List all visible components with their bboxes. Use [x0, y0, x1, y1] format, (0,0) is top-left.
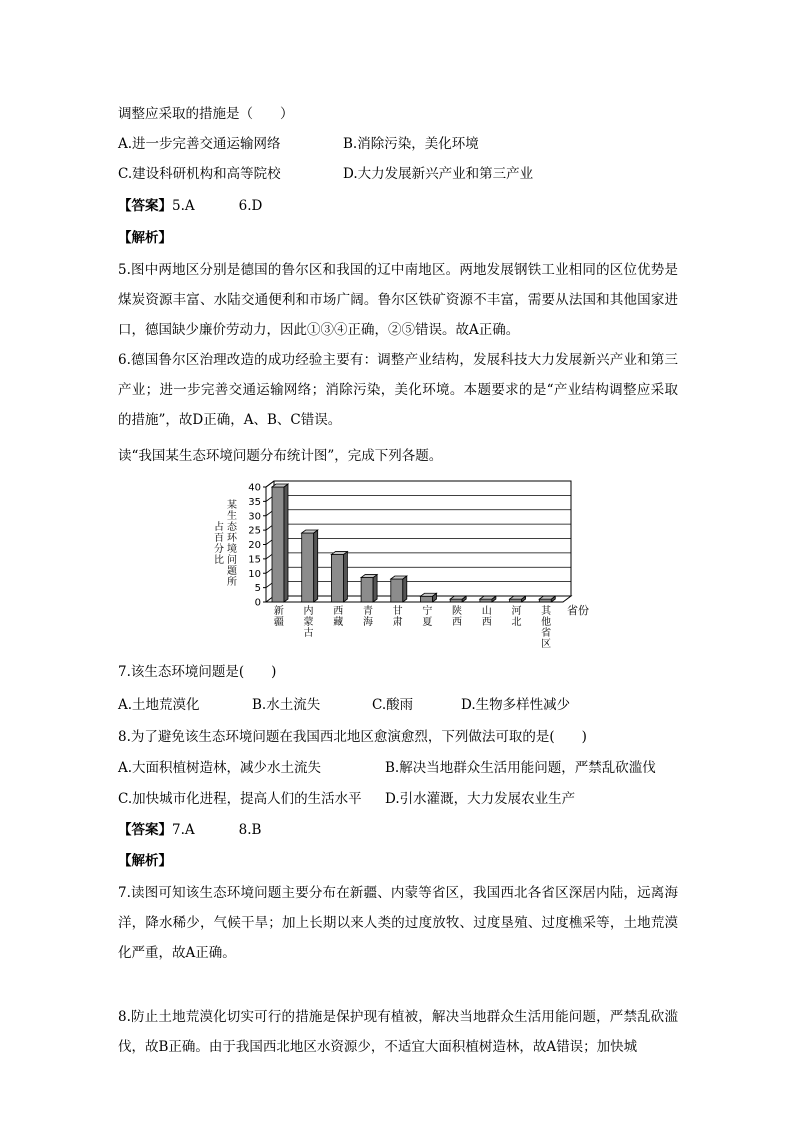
q8-option-a: A.大面积植树造林，减少水土流失	[118, 760, 322, 776]
bar	[272, 484, 288, 602]
q8-option-d: D.引水灌溉，大力发展农业生产	[385, 791, 576, 807]
answer-label: 【答案】	[118, 198, 172, 214]
answer-row-7-8	[118, 820, 261, 840]
q8-option-c: C.加快城市化进程，提高人们的生活水平	[118, 791, 362, 807]
analysis-6: 6.德国鲁尔区治理改造的成功经验主要有：调整产业结构，发展科技大力发展新兴产业和第三产业；进一步完善交通运输网络；消除污染，美化环境。本题要求的是“产业结构调整应采取的措施”，故D正确，A、B、C错误。	[118, 352, 678, 428]
bar	[480, 596, 496, 602]
x-tick-label	[511, 605, 521, 628]
y-axis-label-char: 态	[227, 522, 237, 533]
svg-text:西: 西	[452, 617, 463, 628]
answer-6: 6.D	[238, 198, 263, 214]
y-tick-label: 0	[254, 597, 261, 609]
y-axis-label-char: 境	[227, 544, 237, 555]
analysis-7: 7.读图可知该生态环境问题主要分布在新疆、内蒙等省区，我国西北各省区深居内陆，远离海洋，降水稀少，气候干旱；加上长期以来人类的过度放牧、过度垦殖、过度樵采等，土地荒漠化严重，故A正确。	[118, 885, 678, 961]
y-axis-label-char: 生	[227, 511, 237, 522]
y-axis-label-char: 问	[227, 555, 237, 566]
bar	[450, 596, 466, 602]
y-axis-label	[214, 498, 238, 588]
x-tick-label	[482, 604, 492, 628]
x-tick-labels	[274, 604, 552, 650]
gridline	[266, 510, 571, 516]
svg-text:山: 山	[481, 606, 492, 617]
svg-text:海: 海	[362, 617, 373, 628]
svg-text:甘: 甘	[392, 606, 403, 617]
svg-text:古: 古	[303, 628, 314, 639]
bar	[539, 596, 555, 602]
y-axis-label-char: 题	[227, 566, 237, 577]
x-tick-label	[274, 605, 284, 628]
bars	[272, 484, 555, 602]
bar	[510, 596, 526, 602]
y-tick-label: 5	[254, 583, 261, 595]
svg-text:北: 北	[511, 617, 522, 628]
y-tick-label: 35	[248, 496, 261, 508]
y-tick-label: 40	[248, 482, 261, 494]
y-tick-label: 25	[248, 525, 261, 537]
bar	[391, 576, 407, 602]
x-tick-label	[363, 604, 373, 628]
x-tick-label	[541, 605, 552, 650]
y-axis-label-char: 分	[214, 544, 224, 555]
q6-stem-tail: 调整应采取的措施是（ ）	[118, 106, 294, 122]
svg-text:蒙: 蒙	[303, 617, 314, 628]
q7-option-b: B.水土流失	[252, 697, 321, 713]
svg-text:内: 内	[303, 606, 314, 617]
analysis-label: 【解析】	[118, 853, 172, 869]
q8-option-b: B.解决当地群众生活用能问题，严禁乱砍滥伐	[385, 760, 656, 776]
bar	[421, 593, 437, 602]
y-axis-label-char: 某	[227, 500, 237, 511]
svg-text:省: 省	[541, 628, 552, 639]
bar-chart	[208, 477, 598, 653]
svg-text:肃: 肃	[392, 617, 403, 628]
q6-option-d: D.大力发展新兴产业和第三产业	[343, 166, 534, 182]
svg-text:陕: 陕	[452, 606, 463, 617]
y-tick-label: 10	[248, 568, 261, 580]
analysis-5: 5.图中两地区分别是德国的鲁尔区和我国的辽中南地区。两地发展钢铁工业相同的区位优势是煤炭资源丰富、水陆交通便利和市场广阔。鲁尔区铁矿资源不丰富，需要从法国和其他国家进口，德国缺少廉价劳动力，因此①③④正确，②⑤错误。故A正确。	[118, 262, 678, 338]
x-tick-label	[422, 604, 432, 628]
gridline	[266, 481, 571, 487]
x-tick-label	[333, 605, 343, 628]
x-axis-label: 省份	[567, 604, 589, 617]
svg-text:西: 西	[333, 606, 344, 617]
q6-option-c: C.建设科研机构和高等院校	[118, 166, 281, 182]
q7-option-c: C.酸雨	[372, 697, 414, 713]
y-tick-labels	[248, 483, 266, 609]
y-tick-label: 20	[248, 540, 261, 551]
y-axis-label-char: 环	[227, 533, 237, 544]
q8-stem: 8.为了避免该生态环境问题在我国西北地区愈演愈烈，下列做法可取的是( )	[118, 729, 587, 745]
svg-text:他: 他	[541, 617, 552, 628]
gridline	[266, 495, 571, 501]
svg-text:藏: 藏	[333, 617, 344, 628]
y-tick-label: 30	[248, 511, 261, 523]
svg-text:河: 河	[511, 606, 522, 617]
y-axis-label-char: 比	[214, 555, 224, 566]
answer-5: 5.A	[172, 198, 195, 214]
svg-text:西: 西	[481, 617, 492, 628]
answer-label: 【答案】	[118, 822, 172, 838]
y-axis-label-char: 占	[214, 522, 224, 533]
analysis-8: 8.防止土地荒漠化切实可行的措施是保护现有植被，解决当地群众生活用能问题，严禁乱砍滥伐，故B正确。由于我国西北地区水资源少，不适宜大面积植树造林，故A错误；加快城	[118, 1009, 678, 1055]
q7-stem: 7.该生态环境问题是( )	[118, 664, 277, 680]
bar	[302, 530, 318, 602]
y-tick-label: 15	[248, 554, 261, 566]
analysis-label: 【解析】	[118, 230, 172, 246]
y-axis-label-char: 百	[214, 533, 224, 544]
bar	[361, 575, 377, 602]
y-axis-label-char: 所	[227, 577, 237, 588]
svg-text:宁: 宁	[422, 606, 433, 617]
svg-text:区: 区	[541, 639, 552, 650]
svg-text:其: 其	[541, 606, 552, 617]
svg-text:新: 新	[273, 606, 284, 617]
x-tick-label	[393, 604, 403, 628]
q6-option-a: A.进一步完善交通运输网络	[118, 136, 281, 152]
answer-row-5-6	[118, 196, 262, 216]
x-tick-label	[452, 604, 462, 628]
gridline	[266, 524, 571, 530]
x-tick-label	[304, 604, 314, 639]
svg-text:青: 青	[362, 606, 373, 617]
answer-8: 8.B	[238, 822, 262, 838]
answer-7: 7.A	[172, 822, 195, 838]
q7-option-a: A.土地荒漠化	[118, 697, 200, 713]
chart-intro: 读“我国某生态环境问题分布统计图”，完成下列各题。	[118, 448, 443, 464]
svg-text:疆: 疆	[273, 617, 284, 628]
q7-option-d: D.生物多样性减少	[461, 697, 571, 713]
q6-option-b: B.消除污染，美化环境	[343, 136, 479, 152]
svg-text:夏: 夏	[422, 617, 433, 628]
bar	[331, 552, 347, 602]
